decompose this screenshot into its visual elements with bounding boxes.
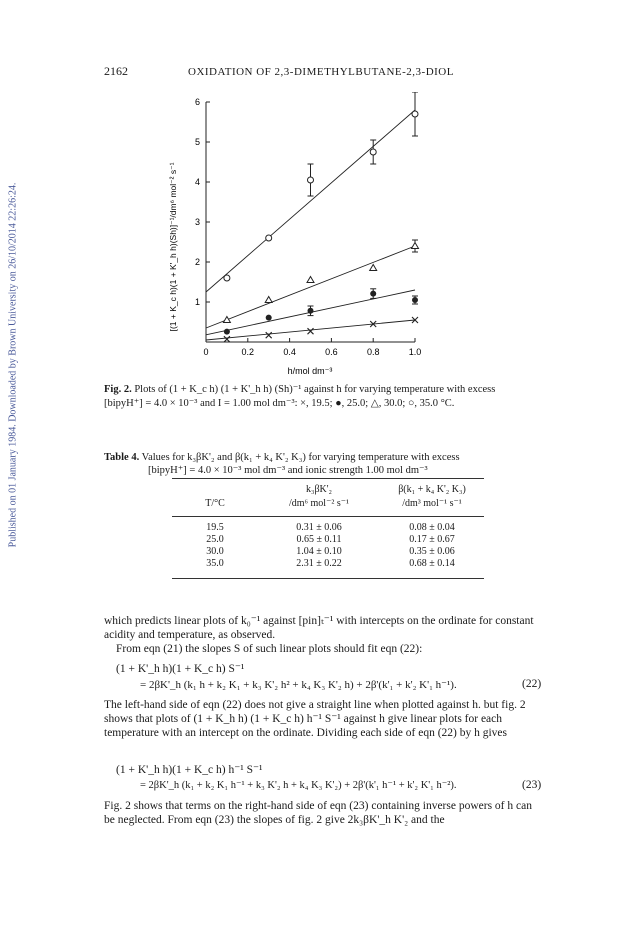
data-point-25.0 <box>224 329 230 335</box>
table-caption-line1: Values for k₃βK'₂ and β(k₁ + k₄ K'₂ K₃) for varying temperature with excess <box>141 452 460 463</box>
data-point-19.5 <box>266 332 272 338</box>
x-tick-label: 0 <box>203 347 209 357</box>
data-point-35.0 <box>412 111 418 117</box>
paragraph-4: Fig. 2 shows that terms on the right-hand side of eqn (23) containing inverse powers of h can be neglected. From eqn (23) the slopes of fig. 2 give 2k₃βK'_h K'₂ and the <box>104 800 532 826</box>
data-point-35.0 <box>224 275 230 281</box>
paragraph-3: The left-hand side of eqn (22) does not give a straight line when plotted against h. but fig. 2 shows that plots of (1 + K_h h) (1 + K_c h) h⁻¹ S⁻¹ against h give linear plots for each temperature with an intercept on the ordinate. Dividing each side of eqn (22) by h gives <box>104 699 526 739</box>
y-tick-label: 6 <box>194 97 200 107</box>
table-cell: 19.5 <box>206 522 224 533</box>
table-cell: 0.68 ± 0.14 <box>409 558 455 569</box>
data-point-25.0 <box>412 297 418 303</box>
equation-23-number: (23) <box>522 779 542 791</box>
table-cell: 0.31 ± 0.06 <box>296 522 342 533</box>
table-cell: 0.08 ± 0.04 <box>409 522 455 533</box>
x-tick-label: 0.6 <box>325 347 338 357</box>
equation-22-rhs: = 2βK'_h (k₁ h + k₂ K₁ + k₃ K'₂ h² + k₄ K₃ K'₂ h) + 2β'(k'₁ + k'₂ K'₁ h⁻¹). <box>140 679 457 691</box>
table-cell: 0.17 ± 0.67 <box>409 534 455 545</box>
data-point-30.0 <box>307 277 314 283</box>
table-cell: 25.0 <box>206 534 224 545</box>
table-header-temperature: T/°C <box>205 498 225 509</box>
x-axis-label: h/mol dm⁻³ <box>287 366 333 376</box>
data-point-19.5 <box>224 336 230 342</box>
y-tick-label: 1 <box>194 297 200 307</box>
paragraph-2: From eqn (21) the slopes S of such linear plots should fit eqn (22): <box>116 643 423 655</box>
x-tick-label: 0.2 <box>241 347 255 357</box>
figure-caption-lead: Fig. 2. <box>104 384 132 395</box>
table-cell: 1.04 ± 0.10 <box>296 546 342 557</box>
figure-caption-text: Plots of (1 + K_c h) (1 + K'_h h) (Sh)⁻¹ against h for varying temperature with excess [bipyH⁺] = 4.0 × 10⁻³ and I = 1.00 mol dm⁻³: ×, 19.5; ●, 25.0; △, 30.0; ○, 35.0 °C. <box>104 384 496 409</box>
data-point-35.0 <box>266 235 272 241</box>
table-cell: 35.0 <box>206 558 224 569</box>
table-header-k3-unit: /dm⁶ mol⁻² s⁻¹ <box>288 498 350 509</box>
equation-22-number: (22) <box>522 678 542 690</box>
y-tick-label: 2 <box>194 257 200 267</box>
equation-22-lhs: (1 + K'_h h)(1 + K_c h) S⁻¹ <box>116 663 245 675</box>
table-cell: 0.65 ± 0.11 <box>296 534 342 545</box>
download-notice: Published on 01 January 1984. Downloaded by Brown University on 26/10/2014 22:26:24. <box>7 182 19 548</box>
figure-caption <box>104 383 534 411</box>
data-point-30.0 <box>223 317 230 323</box>
y-tick-label: 3 <box>194 217 200 227</box>
data-point-35.0 <box>370 149 376 155</box>
data-point-30.0 <box>412 243 419 249</box>
y-tick-label: 4 <box>194 177 200 187</box>
table-header-k3-top: k₃βK'₂ <box>305 484 333 495</box>
table-cell: 0.35 ± 0.06 <box>409 546 455 557</box>
data-point-25.0 <box>370 291 376 297</box>
table-cell: 30.0 <box>206 546 224 557</box>
page-number: 2162 <box>104 64 128 78</box>
fit-line-19.5 <box>206 320 415 340</box>
data-point-25.0 <box>308 308 314 314</box>
data-point-35.0 <box>308 177 314 183</box>
table-cell: 2.31 ± 0.22 <box>296 558 342 569</box>
y-tick-label: 5 <box>194 137 200 147</box>
results-table <box>172 478 484 586</box>
x-tick-label: 0.4 <box>283 347 296 357</box>
figure-2-plot <box>150 92 450 378</box>
table-caption <box>104 451 534 477</box>
x-tick-label: 1.0 <box>408 347 422 357</box>
equation-23-rhs: = 2βK'_h (k₁ + k₂ K₁ h⁻¹ + k₃ K'₂ h + k₄ K₃ K'₂) + 2β'(k'₁ h⁻¹ + k'₂ K'₁ h⁻²). <box>140 780 457 791</box>
table-top-rule <box>172 478 484 479</box>
data-point-25.0 <box>266 315 272 321</box>
table-header-beta-top: β(k₁ + k₄ K'₂ K₃) <box>398 484 466 495</box>
table-header-beta-unit: /dm³ mol⁻¹ s⁻¹ <box>402 498 462 509</box>
table-caption-lead: Table 4. <box>104 452 140 463</box>
data-point-30.0 <box>265 297 272 303</box>
data-point-19.5 <box>308 328 314 334</box>
table-bottom-rule <box>172 578 484 579</box>
table-header-rule <box>172 516 484 517</box>
paragraph-1: which predicts linear plots of k₀⁻¹ against [pin]ₜ⁻¹ with intercepts on the ordinate for constant acidity and temperature, as observed. <box>104 615 534 641</box>
y-axis-label: [(1 + K_c h)(1 + K'_h h)(Sh)]⁻¹/dm⁶ mol⁻² s⁻¹ <box>168 162 178 332</box>
equation-23-lhs: (1 + K'_h h)(1 + K_c h) h⁻¹ S⁻¹ <box>116 764 263 776</box>
running-title: OXIDATION OF 2,3-DIMETHYLBUTANE-2,3-DIOL <box>188 66 454 78</box>
fit-line-35.0 <box>206 110 415 292</box>
table-caption-line2: [bipyH⁺] = 4.0 × 10⁻³ mol dm⁻³ and ionic strength 1.00 mol dm⁻³ <box>148 465 428 476</box>
x-tick-label: 0.8 <box>366 347 380 357</box>
data-point-30.0 <box>370 265 377 271</box>
